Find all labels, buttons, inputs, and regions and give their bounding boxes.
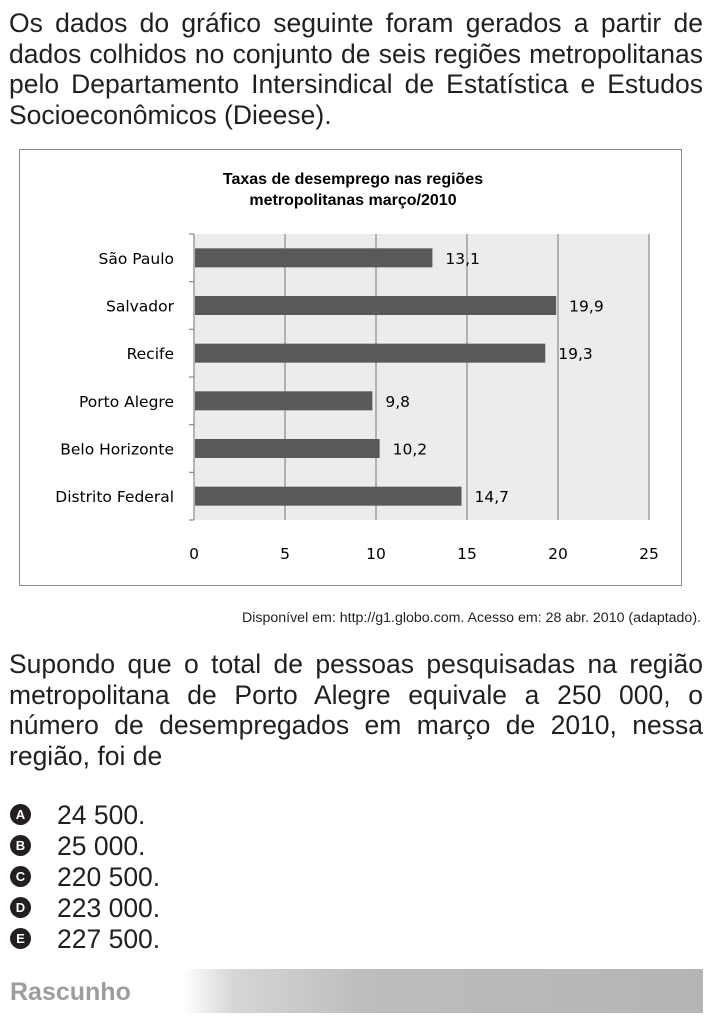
bar xyxy=(195,391,372,410)
plot-background xyxy=(194,234,649,520)
data-label: 14,7 xyxy=(474,488,510,507)
bar xyxy=(195,344,545,363)
rascunho-label: Rascunho xyxy=(10,978,131,1006)
category-label: Porto Alegre xyxy=(79,392,174,411)
option-c-text: 220 500. xyxy=(57,861,161,892)
x-tick-label: 25 xyxy=(639,545,659,563)
option-c-letter-badge: C xyxy=(10,866,31,887)
category-label: São Paulo xyxy=(98,249,174,268)
data-label: 10,2 xyxy=(392,440,428,459)
plot-area xyxy=(55,234,659,563)
category-label: Belo Horizonte xyxy=(60,440,174,459)
question-text: Supondo que o total de pessoas pesquisadas na região metropolitana de Porto Alegre equivale a 250 000, o número de desempregados em março de 2010, nessa região, foi de xyxy=(9,649,703,771)
category-label: Recife xyxy=(126,345,174,364)
x-tick-label: 20 xyxy=(548,545,568,563)
bar xyxy=(195,296,556,315)
option-b-letter-badge: B xyxy=(10,835,31,856)
chart-title-line-2: metropolitanas março/2010 xyxy=(249,192,457,209)
bar xyxy=(195,487,462,506)
x-tick-label: 15 xyxy=(457,545,477,563)
category-label: Salvador xyxy=(105,297,174,316)
x-tick-label: 0 xyxy=(189,545,199,563)
option-a-text: 24 500. xyxy=(57,799,146,830)
x-tick-label: 10 xyxy=(366,545,386,563)
option-b-text: 25 000. xyxy=(57,830,146,861)
data-label: 19,9 xyxy=(569,297,604,316)
bar xyxy=(195,248,432,267)
x-tick-label: 5 xyxy=(280,545,290,563)
option-e-letter-badge: E xyxy=(10,928,31,949)
chart-title-line-1: Taxas de desemprego nas regiões xyxy=(222,171,484,188)
option-e[interactable] xyxy=(10,923,160,954)
data-label: 13,1 xyxy=(445,249,480,268)
answer-options xyxy=(10,799,160,954)
option-c[interactable] xyxy=(10,861,160,892)
data-label: 9,8 xyxy=(385,392,411,411)
source-citation: Disponível em: http://g1.globo.com. Acesso em: 28 abr. 2010 (adaptado). xyxy=(241,610,701,626)
unemployment-bar-chart xyxy=(20,150,680,584)
option-a-letter-badge: A xyxy=(10,804,31,825)
chart-frame xyxy=(19,149,682,586)
option-a[interactable] xyxy=(10,799,160,830)
option-d-letter-badge: D xyxy=(10,897,31,918)
option-e-text: 227 500. xyxy=(57,923,161,954)
rascunho-gradient-bar xyxy=(182,969,703,1013)
bar xyxy=(195,439,380,458)
data-label: 19,3 xyxy=(558,345,593,364)
category-label: Distrito Federal xyxy=(55,488,174,507)
option-d[interactable] xyxy=(10,892,160,923)
option-b[interactable] xyxy=(10,830,160,861)
intro-text: Os dados do gráfico seguinte foram gerados a partir de dados colhidos no conjunto de seis regiões metropolitanas pelo Departamento Intersindical de Estatística e Estudos Socioeconômicos (Dieese). xyxy=(9,8,703,130)
option-d-text: 223 000. xyxy=(57,892,161,923)
